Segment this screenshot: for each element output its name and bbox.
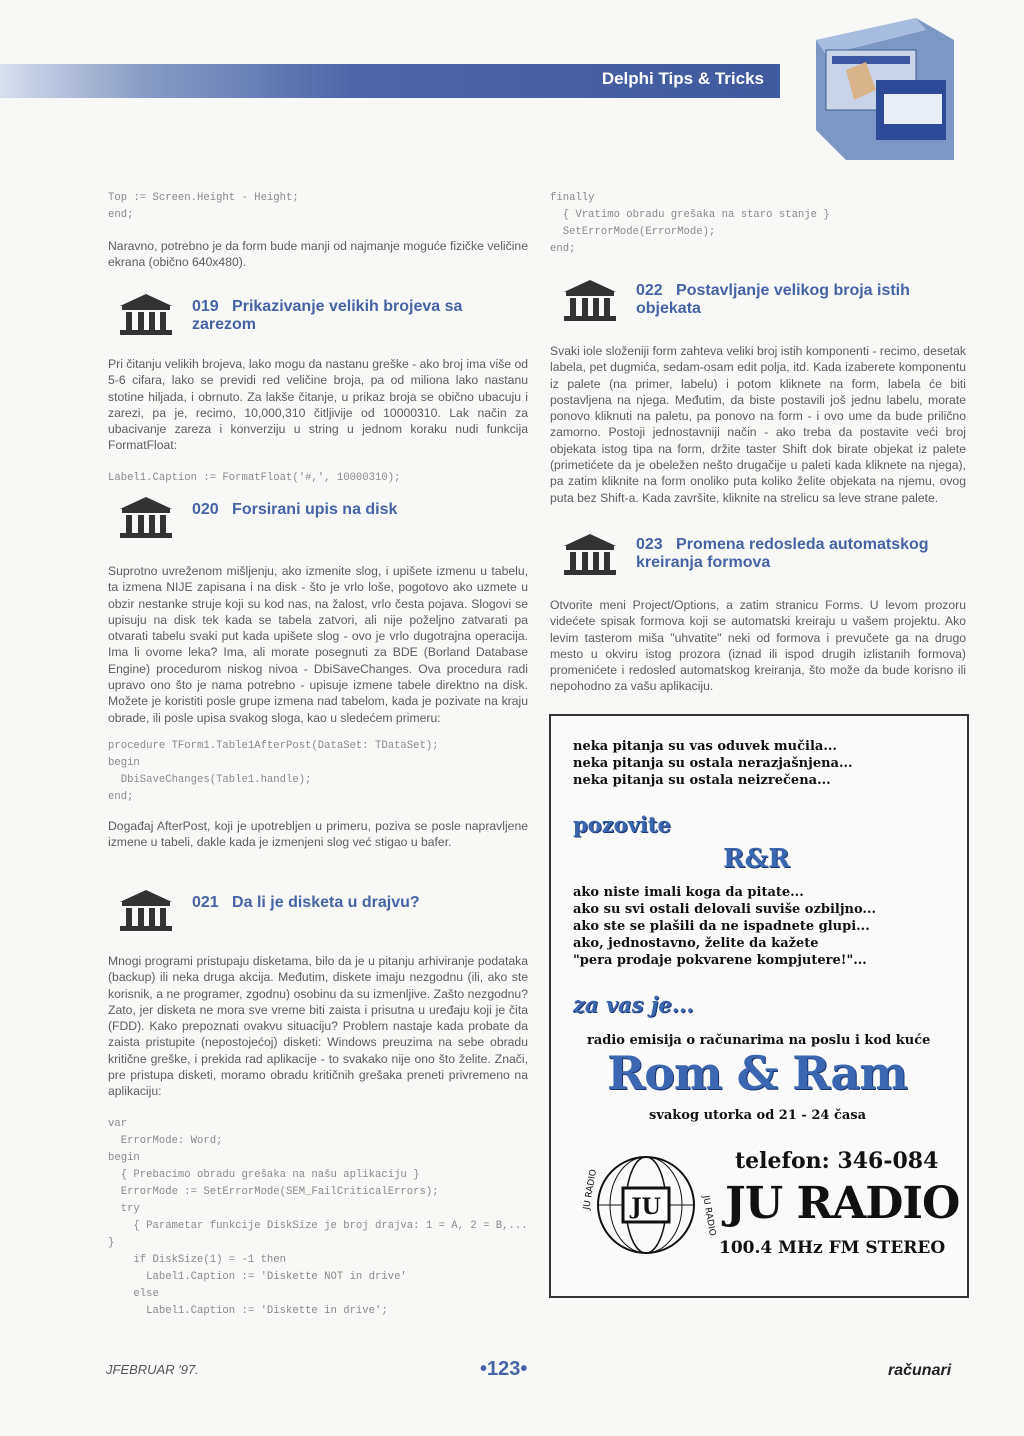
footer-date: JFEBRUAR '97. bbox=[106, 1362, 199, 1377]
paragraph: Mnogi programi pristupaju disketama, bilo da je u pitanju arhiviranje podataka (backup) ili neka druga akcija. Međutim, diskete imaju nezgodnu (ili, ako ste korisnik, a ne programer, zgodnu) osobinu da su izmenljive. Zašto nezgodnu? Zato, jer disketa ne mora sve vreme biti zaista i prisutna u uređaju koji je čita (FDD). Kako prepoznati ovakvu situaciju? Problem nastaje kada probate da zaista pristupite (nepostojećoj) disketi: Windows preuzima na sebe obradu kritične greške, i prekida rad aplikacije - to svakako nije ono što želite. Znači, pre pristupa disketi, moramo obradu kritičnih grešaka preneti privremeno na aplikaciju: bbox=[108, 954, 528, 1099]
paragraph: Pri čitanju velikih brojeva, lako mogu da nastanu greške - ako broj ima više od 5-6 cifara, lako se previdi red veličine broja, pa od miliona lako nastanu stotine hiljada, i obrnuto. Za lakše čitanje, u prikaz broja se obično ubacuju i zarezi, pa je, recimo, 10,000,310 čitljivije od 10000310. Lak način za ubacivanje zareza i konverziju u string u jednom koraku nudi funkcija FormatFloat: bbox=[108, 357, 529, 453]
ad-rom-ram-logo: Rom & Ram bbox=[607, 1046, 907, 1100]
temple-icon bbox=[118, 495, 174, 539]
code-block: var ErrorMode: Word; begin { Prebacimo obradu grešaka na našu aplikaciju } ErrorMode := SetErrorMode(SEM_FailCriticalErrors); try { Parametar funkcije DiskSize je broj drajva: 1 = A, 2 = B,... } if DiskSize(1) = -1 then Label1.Caption := 'Diskette NOT in drive' else Label1.Caption := 'Diskette in drive'; bbox=[108, 1117, 528, 1317]
right-column-code bbox=[550, 190, 970, 258]
code-block: finally { Vratimo obradu grešaka na staro stanje } SetErrorMode(ErrorMode); end; bbox=[550, 192, 830, 255]
tip-title: Prikazivanje velikih brojeva sa zarezom bbox=[192, 298, 463, 333]
page-number: •123• bbox=[480, 1358, 528, 1380]
ad-line: neka pitanja su vas oduvek mučila... bbox=[573, 739, 837, 754]
tip-title: Promena redosleda automatskog kreiranja formova bbox=[636, 536, 929, 571]
tip-022-heading bbox=[562, 278, 936, 322]
ad-schedule: svakog utorka od 21 - 24 časa bbox=[649, 1108, 867, 1123]
ad-line: ako niste imali koga da pitate... bbox=[573, 885, 804, 900]
tip-number: 020 bbox=[192, 501, 219, 518]
temple-icon bbox=[118, 292, 174, 336]
tip-023-body bbox=[550, 597, 966, 695]
ad-line: neka pitanja su ostala nerazjašnjena... bbox=[573, 756, 853, 771]
code-block: Label1.Caption := FormatFloat('#,', 10000310); bbox=[108, 471, 401, 484]
logo-text-left: JU RADIO bbox=[582, 1168, 600, 1211]
magazine-name: računari bbox=[888, 1362, 952, 1379]
tip-number: 021 bbox=[192, 894, 219, 911]
left-column bbox=[108, 190, 528, 271]
header-band bbox=[0, 64, 780, 98]
section-title: Delphi Tips & Tricks bbox=[601, 69, 764, 88]
tip-020-heading bbox=[118, 495, 482, 539]
ad-pozovite: pozovite bbox=[573, 812, 671, 837]
code-block: procedure TForm1.Table1AfterPost(DataSet: TDataSet); begin DbiSaveChanges(Table1.handle); end; bbox=[108, 739, 439, 803]
temple-icon bbox=[562, 278, 618, 322]
ad-ju-radio: JU RADIO bbox=[725, 1178, 960, 1229]
tip-number: 019 bbox=[192, 298, 219, 315]
ad-line: ako, jednostavno, želite da kažete bbox=[573, 936, 819, 951]
paragraph: Naravno, potrebno je da form bude manji od najmanje moguće fizičke veličine ekrana (obično 640x480). bbox=[108, 239, 528, 270]
code-block: Top := Screen.Height - Height; end; bbox=[108, 192, 299, 221]
tip-020-body bbox=[108, 563, 528, 851]
paragraph: Događaj AfterPost, koji je upotrebljen u primeru, poziva se posle napravljene izmene u tabeli, dakle kada je izmenjeni slog već stigao u bafer. bbox=[108, 818, 528, 850]
tip-023-heading bbox=[562, 532, 936, 576]
paragraph: Otvorite meni Project/Options, a zatim stranicu Forms. U levom prozoru videćete spisak formova koji se automatski kreiraju u vašem projektu. Ako levim tasterom miša "uhvatite" neki od formova i prevučete ga na drugo mesto u okviru istog prozora (iznad ili ispod drugih izlistanih formova) promenićete i redosled automatskog kreiranja, što može da bude korisno ili nepohodno za vašu aplikaciju. bbox=[550, 598, 966, 694]
tip-019-body bbox=[108, 356, 528, 487]
ad-line: ako su svi ostali delovali suviše ozbiljno... bbox=[573, 902, 877, 917]
tip-title: Forsirani upis na disk bbox=[232, 501, 398, 518]
tip-number: 022 bbox=[636, 282, 663, 299]
tip-021-heading bbox=[118, 888, 482, 932]
tip-title: Da li je disketa u drajvu? bbox=[232, 894, 420, 911]
tip-title: Postavljanje velikog broja istih objekata bbox=[636, 282, 910, 317]
paragraph: Suprotno uvreženom mišljenju, ako izmenite slog, i upišete izmenu u tabelu, ta izmena NIJE zapisana i na disk - što je vrlo loše, pogotovo ako uzmete u obzir nestanke struje koji su kod nas, na žalost, vrlo česta pojava. Slogovi se upisuju na disk tek kada se tabela zatvori, ali nije poželjno zatvarati pa otvarati tabelu svaki put kada upišete slog - ovo je vrlo dugotrajna operacija. Ima li ovome leka? Ima, ali morate posegnuti za BDE (Borland Database Engine) procedurom niskog nivoa - DbiSaveChanges. Ova procedura radi upravo ono što je nama potrebno - upisuje izmene tabele direktno na disk. Možete je koristiti posle grupe izmena nad tabelom, kada je pozivate na kraju obrade, ili posle upisa svakog sloga, kao u sledećem primeru: bbox=[108, 564, 528, 725]
svg-text:JU: JU bbox=[631, 1194, 661, 1220]
ad-line: "pera prodaje pokvarene kompjutere!"... bbox=[573, 953, 867, 968]
ad-za-vas: za vas je... bbox=[573, 992, 694, 1017]
logo-text-right: JU RADIO bbox=[700, 1194, 717, 1237]
temple-icon bbox=[562, 532, 618, 576]
delphi-box-image bbox=[806, 10, 956, 162]
tip-022-body bbox=[550, 343, 966, 506]
ad-rr-logo: R&R bbox=[723, 844, 790, 874]
ad-radio-line: radio emisija o računarima na poslu i kod kuće bbox=[587, 1033, 931, 1048]
ad-frequency: 100.4 MHz FM STEREO bbox=[719, 1238, 946, 1258]
ad-line: ako ste se plašili da ne ispadnete glupi... bbox=[573, 919, 870, 934]
radio-advertisement bbox=[549, 714, 969, 1298]
ju-radio-globe-logo bbox=[581, 1140, 717, 1270]
tip-021-body bbox=[108, 953, 528, 1320]
tip-019-heading bbox=[118, 292, 482, 336]
paragraph: Svaki iole složeniji form zahteva veliki broj istih komponenti - recimo, desetak labela, pet dugmića, sedam-osam edit polja, itd. Kada izaberete komponentu iz palete (na primer, labelu) i potom kliknete na form, labela će biti postavljena na njega. Međutim, da biste postavili još jednu labelu, morate ponovo kliknuti na paletu, pa ponovo na form - i ovo ume da bude prilično zamorno. Postoji jednostavniji način - ako treba da postavite veći broj objekata istog tipa na form, držite taster Shift dok birate objekat iz palete (primetićete da je obeležen nešto drugačije u paleti kada kliknete na njega), pa zatim kliknite na form onoliko puta koliko želite objekata na njemu, ovog puta bez Shift-a. Kada završite, kliknite na strelicu sa leve strane palete. bbox=[550, 344, 966, 505]
tip-number: 023 bbox=[636, 536, 663, 553]
ad-phone: telefon: 346-084 bbox=[735, 1148, 939, 1174]
ad-line: neka pitanja su ostala neizrečena... bbox=[573, 773, 831, 788]
temple-icon bbox=[118, 888, 174, 932]
